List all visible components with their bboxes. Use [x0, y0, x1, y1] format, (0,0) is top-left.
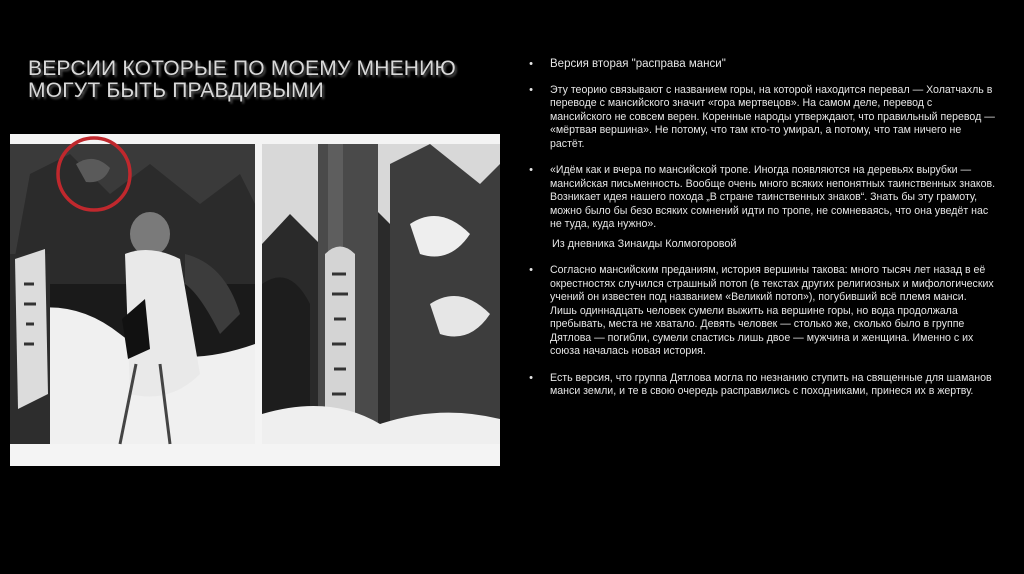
slide-title: ВЕРСИИ КОТОРЫЕ ПО МОЕМУ МНЕНИЮ МОГУТ БЫТЬ ПРАВДИВЫМИ: [28, 57, 456, 102]
paragraph-item: [526, 372, 996, 399]
paragraph-text: Эту теорию связывают с названием горы, на которой находится перевал — Холатчахль в переводе с мансийского значит «гора мертвецов». На самом деле, перевод с мансийского не совсем верен. Коренные народы утверждают, что правильный перевод — «мёртвая вершина». Не потому, что там кто-то умирал, а потому, что там ничего не растёт.: [550, 83, 995, 150]
forest-photo-image: [10, 134, 500, 466]
paragraph-text: Согласно мансийским преданиям, история вершины такова: много тысяч лет назад в её окрестностях случился страшный потоп (в текстах других религиозных и мифологических учений он известен под названием «Великий потоп»), погубивший всё племя манси. Лишь одиннадцать человек сумели выжить на вершине горы, но вода продолжала пребывать, места не хватало. Девять человек — столько же, сколько было в группе Дятлова — погибли, сумели спастись лишь двое — мужчина и женщина. Именно с их союза началась новая история.: [550, 264, 994, 357]
version-heading: [526, 58, 996, 72]
paragraph-text: Есть версия, что группа Дятлова могла по незнанию ступить на священные для шаманов манси земли, и те в свою очередь расправились с походниками, принеся их в жертву.: [550, 371, 992, 397]
bullet-icon: •: [529, 58, 533, 70]
content-column: [526, 58, 996, 412]
bullet-icon: •: [529, 264, 533, 276]
forest-photo: [10, 134, 500, 466]
paragraph-item: [526, 264, 996, 359]
diary-quote-item: [526, 164, 996, 232]
quote-source: Из дневника Зинаиды Колмогоровой: [552, 237, 737, 250]
bullet-icon: •: [529, 164, 533, 176]
bullet-icon: •: [529, 83, 533, 96]
paragraph-item: [526, 84, 996, 152]
diary-quote-text: «Идём как и вчера по мансийской тропе. Иногда появляются на деревьях вырубки — мансийская письменность. Вообще очень много всяких непонятных таинственных знаков. Возникает идея нашего похода „В стране таинственных знаков“. Знать бы эту грамоту, можно было бы безо всяких сомнений идти по тропе, не сомневаясь, что она уведёт нас не туда, куда нужно».: [550, 164, 996, 230]
bullet-icon: •: [529, 371, 533, 384]
heading-text: Версия вторая "расправа манси": [550, 58, 726, 70]
